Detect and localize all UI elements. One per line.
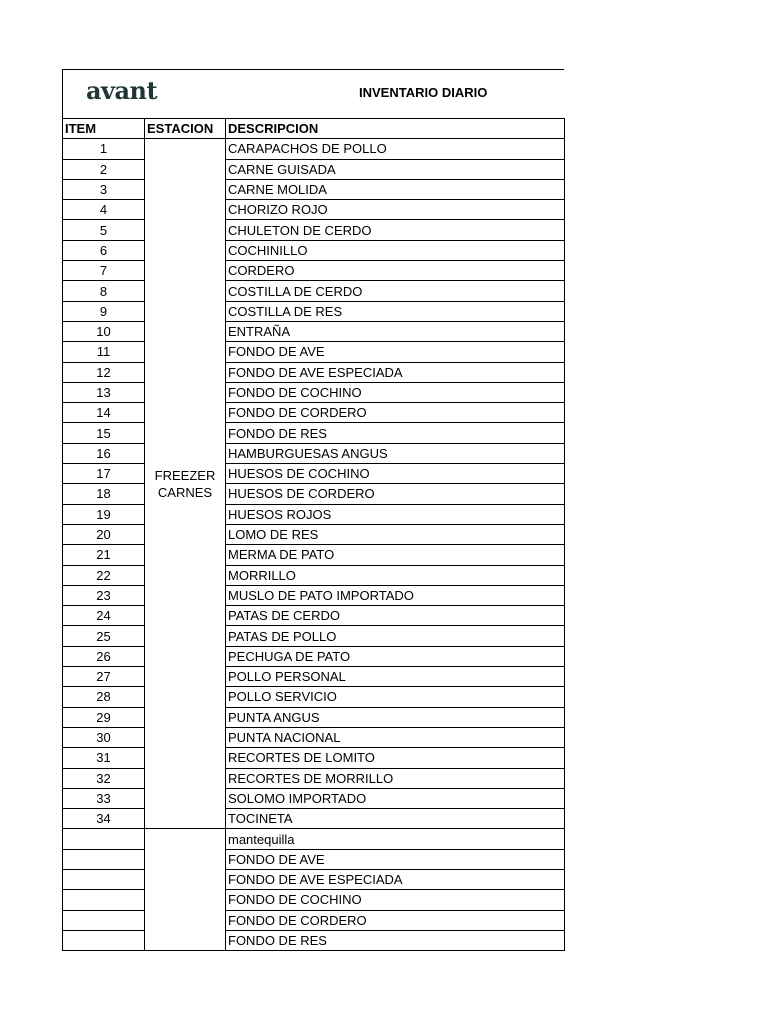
description-cell: mantequilla	[226, 829, 565, 849]
item-number-cell: 23	[63, 585, 145, 605]
table-row	[63, 849, 565, 869]
description-cell: FONDO DE RES	[226, 423, 565, 443]
item-number-cell: 15	[63, 423, 145, 443]
table-row	[63, 626, 565, 646]
table-row	[63, 606, 565, 626]
description-cell: FONDO DE CORDERO	[226, 403, 565, 423]
table-row	[63, 484, 565, 504]
table-row	[63, 342, 565, 362]
description-cell: RECORTES DE LOMITO	[226, 748, 565, 768]
table-row	[63, 727, 565, 747]
table-row	[63, 667, 565, 687]
description-cell: COSTILLA DE RES	[226, 301, 565, 321]
description-cell: FONDO DE CORDERO	[226, 910, 565, 930]
item-number-cell: 9	[63, 301, 145, 321]
description-cell: HUESOS ROJOS	[226, 504, 565, 524]
description-cell: HUESOS DE CORDERO	[226, 484, 565, 504]
description-cell: FONDO DE AVE ESPECIADA	[226, 869, 565, 889]
item-number-cell: 20	[63, 524, 145, 544]
table-row	[63, 301, 565, 321]
item-number-cell: 18	[63, 484, 145, 504]
table-row	[63, 524, 565, 544]
item-number-cell: 5	[63, 220, 145, 240]
item-number-cell	[63, 869, 145, 889]
item-number-cell: 19	[63, 504, 145, 524]
table-row	[63, 504, 565, 524]
item-number-cell: 30	[63, 727, 145, 747]
sheet-header	[62, 69, 564, 118]
inventory-table	[62, 118, 565, 951]
table-row	[63, 403, 565, 423]
table-row	[63, 748, 565, 768]
table-row	[63, 220, 565, 240]
description-cell: LOMO DE RES	[226, 524, 565, 544]
table-row	[63, 930, 565, 950]
description-cell: CHULETON DE CERDO	[226, 220, 565, 240]
table-header-row	[63, 119, 565, 139]
description-cell: HAMBURGUESAS ANGUS	[226, 443, 565, 463]
item-number-cell	[63, 849, 145, 869]
table-row	[63, 464, 565, 484]
item-number-cell: 24	[63, 606, 145, 626]
item-number-cell: 2	[63, 159, 145, 179]
description-cell: PUNTA ANGUS	[226, 707, 565, 727]
table-row	[63, 809, 565, 829]
table-row	[63, 545, 565, 565]
table-row	[63, 443, 565, 463]
description-cell: CORDERO	[226, 261, 565, 281]
column-header-descripcion: DESCRIPCION	[226, 119, 565, 139]
description-cell: POLLO PERSONAL	[226, 667, 565, 687]
table-body	[63, 139, 565, 951]
column-header-item: ITEM	[63, 119, 145, 139]
avant-logo: avant	[86, 76, 158, 105]
description-cell: RECORTES DE MORRILLO	[226, 768, 565, 788]
description-cell: FONDO DE AVE ESPECIADA	[226, 362, 565, 382]
table-row	[63, 687, 565, 707]
table-row	[63, 179, 565, 199]
table-row	[63, 829, 565, 849]
description-cell: TOCINETA	[226, 809, 565, 829]
description-cell: FONDO DE COCHINO	[226, 890, 565, 910]
description-cell: POLLO SERVICIO	[226, 687, 565, 707]
description-cell: FONDO DE RES	[226, 930, 565, 950]
item-number-cell: 27	[63, 667, 145, 687]
description-cell: HUESOS DE COCHINO	[226, 464, 565, 484]
table-row	[63, 159, 565, 179]
table-row	[63, 362, 565, 382]
description-cell: COCHINILLO	[226, 240, 565, 260]
description-cell: PATAS DE CERDO	[226, 606, 565, 626]
table-row	[63, 910, 565, 930]
description-cell: CARAPACHOS DE POLLO	[226, 139, 565, 159]
table-row	[63, 565, 565, 585]
item-number-cell: 29	[63, 707, 145, 727]
item-number-cell	[63, 829, 145, 849]
item-number-cell: 21	[63, 545, 145, 565]
item-number-cell: 33	[63, 788, 145, 808]
item-number-cell: 8	[63, 281, 145, 301]
description-cell: MORRILLO	[226, 565, 565, 585]
description-cell: PATAS DE POLLO	[226, 626, 565, 646]
description-cell: FONDO DE COCHINO	[226, 382, 565, 402]
item-number-cell: 7	[63, 261, 145, 281]
description-cell: COSTILLA DE CERDO	[226, 281, 565, 301]
inventory-sheet	[62, 69, 564, 951]
table-row	[63, 788, 565, 808]
item-number-cell: 31	[63, 748, 145, 768]
item-number-cell: 3	[63, 179, 145, 199]
table-row	[63, 890, 565, 910]
item-number-cell	[63, 910, 145, 930]
item-number-cell: 25	[63, 626, 145, 646]
item-number-cell: 32	[63, 768, 145, 788]
item-number-cell: 6	[63, 240, 145, 260]
description-cell: MUSLO DE PATO IMPORTADO	[226, 585, 565, 605]
table-row	[63, 200, 565, 220]
item-number-cell: 10	[63, 321, 145, 341]
table-row	[63, 321, 565, 341]
item-number-cell	[63, 890, 145, 910]
description-cell: PUNTA NACIONAL	[226, 727, 565, 747]
description-cell: CHORIZO ROJO	[226, 200, 565, 220]
table-row	[63, 382, 565, 402]
table-row	[63, 585, 565, 605]
description-cell: FONDO DE AVE	[226, 849, 565, 869]
item-number-cell: 11	[63, 342, 145, 362]
description-cell: FONDO DE AVE	[226, 342, 565, 362]
item-number-cell: 17	[63, 464, 145, 484]
item-number-cell: 12	[63, 362, 145, 382]
description-cell: CARNE MOLIDA	[226, 179, 565, 199]
description-cell: SOLOMO IMPORTADO	[226, 788, 565, 808]
item-number-cell: 28	[63, 687, 145, 707]
page-title: INVENTARIO DIARIO	[359, 85, 488, 100]
item-number-cell: 22	[63, 565, 145, 585]
item-number-cell: 1	[63, 139, 145, 159]
item-number-cell: 4	[63, 200, 145, 220]
table-row	[63, 261, 565, 281]
table-row	[63, 139, 565, 159]
table-row	[63, 707, 565, 727]
description-cell: CARNE GUISADA	[226, 159, 565, 179]
table-row	[63, 423, 565, 443]
description-cell: ENTRAÑA	[226, 321, 565, 341]
item-number-cell: 16	[63, 443, 145, 463]
description-cell: MERMA DE PATO	[226, 545, 565, 565]
table-row	[63, 646, 565, 666]
item-number-cell	[63, 930, 145, 950]
item-number-cell: 34	[63, 809, 145, 829]
item-number-cell: 13	[63, 382, 145, 402]
station-cell: FREEZER CARNES	[145, 139, 226, 829]
description-cell: PECHUGA DE PATO	[226, 646, 565, 666]
station-cell	[145, 829, 226, 951]
table-row	[63, 281, 565, 301]
item-number-cell: 14	[63, 403, 145, 423]
table-row	[63, 869, 565, 889]
table-row	[63, 768, 565, 788]
table-row	[63, 240, 565, 260]
item-number-cell: 26	[63, 646, 145, 666]
column-header-estacion: ESTACION	[145, 119, 226, 139]
